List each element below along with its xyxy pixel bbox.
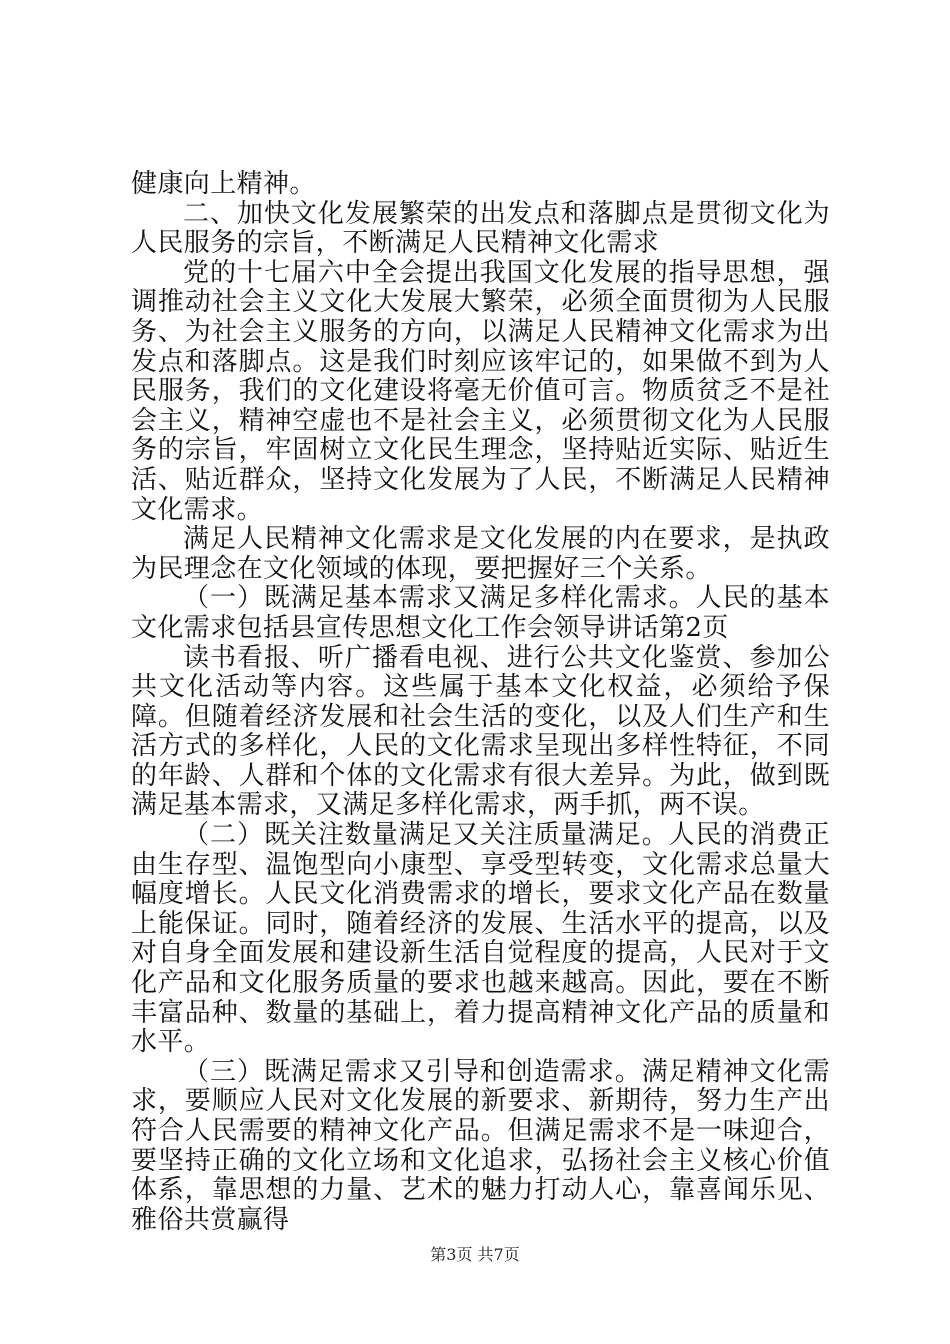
page-footer: 第3页 共7页 [430, 1245, 520, 1264]
section-heading: 二、加快文化发展繁荣的出发点和落脚点是贯彻文化为人民服务的宗旨，不断满足人民精神文化需求 [131, 198, 830, 259]
paragraph: （三）既满足需求又引导和创造需求。满足精神文化需求，要顺应人民对文化发展的新要求、新期待，努力生产出符合人民需要的精神文化产品。但满足需求不是一味迎合，要坚持正确的文化立场和文化追求，弘扬社会主义核心价值体系，靠思想的力量、艺术的魅力打动人心，靠喜闻乐见、雅俗共赏赢得 [131, 1056, 830, 1235]
document-body [131, 170, 830, 1235]
paragraph: 健康向上精神。 [131, 169, 316, 199]
paragraph: （一）既满足基本需求又满足多样化需求。人民的基本文化需求包括县宣传思想文化工作会领导讲话第2页 [131, 583, 830, 643]
paragraph: 党的十七届六中全会提出我国文化发展的指导思想，强调推动社会主义文化大发展大繁荣，必须全面贯彻为人民服务、为社会主义服务的方向，以满足人民精神文化需求为出发点和落脚点。这是我们时刻应该牢记的，如果做不到为人民服务，我们的文化建设将毫无价值可言。物质贫乏不是社会主义，精神空虚也不是社会主义，必须贯彻文化为人民服务的宗旨，牢固树立文化民生理念，坚持贴近实际、贴近生活、贴近群众，坚持文化发展为了人民，不断满足人民精神文化需求。 [131, 257, 830, 525]
paragraph: （二）既关注数量满足又关注质量满足。人民的消费正由生存型、温饱型向小康型、享受型转变，文化需求总量大幅度增长。人民文化消费需求的增长，要求文化产品在数量上能保证。同时，随着经济的发展、生活水平的提高，以及对自身全面发展和建设新生活自觉程度的提高，人民对于文化产品和文化服务质量的要求也越来越高。因此，要在不断丰富品种、数量的基础上，着力提高精神文化产品的质量和水平。 [131, 820, 830, 1058]
paragraph: 读书看报、听广播看电视、进行公共文化鉴赏、参加公共文化活动等内容。这些属于基本文化权益，必须给予保障。但随着经济发展和社会生活的变化，以及人们生产和生活方式的多样化，人民的文化需求呈现出多样性特征，不同的年龄、人群和个体的文化需求有很大差异。为此，做到既满足基本需求，又满足多样化需求，两手抓，两不误。 [131, 642, 830, 821]
paragraph: 满足人民精神文化需求是文化发展的内在要求，是执政为民理念在文化领域的体现，要把握好三个关系。 [131, 524, 830, 584]
